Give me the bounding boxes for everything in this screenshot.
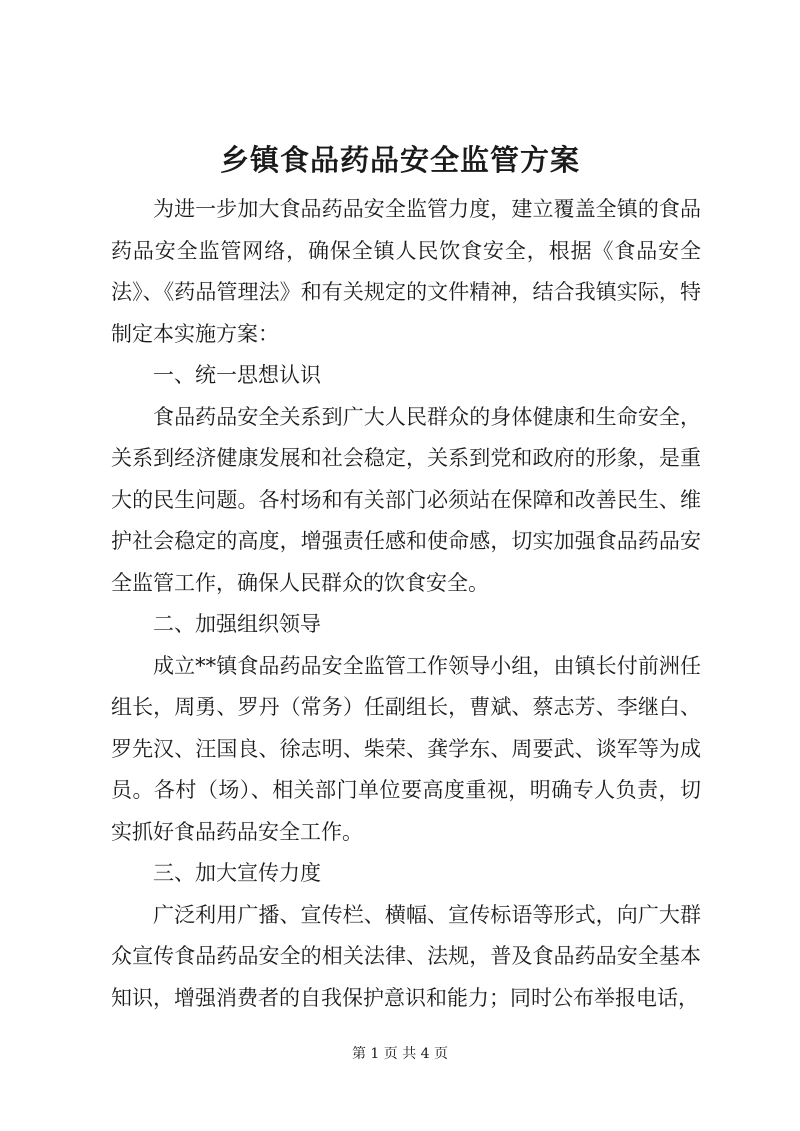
page-footer: 第 1 页 共 4 页 xyxy=(351,1046,449,1062)
section-2-paragraph: 成立**镇食品药品安全监管工作领导小组，由镇长付前洲任组长，周勇、罗丹（常务）任副组长，曹斌、蔡志芳、李继白、罗先汉、汪国良、徐志明、柴荣、龚学东、周要武、谈军等为成员。各村（场）、相关部门单位要高度重视，明确专人负责，切实抓好食品药品安全工作。 xyxy=(111,653,701,844)
document-title: 乡镇食品药品安全监管方案 xyxy=(219,143,580,177)
section-heading-1: 一、统一思想认识 xyxy=(153,363,321,387)
section-1-paragraph: 食品药品安全关系到广大人民群众的身体健康和生命安全，关系到经济健康发展和社会稳定，关系到党和政府的形象，是重大的民生问题。各村场和有关部门必须站在保障和改善民生、维护社会稳定的高度，增强责任感和使命感，切实加强食品药品安全监管工作，确保人民群众的饮食安全。 xyxy=(111,404,701,595)
section-heading-2: 二、加强组织领导 xyxy=(153,612,321,636)
intro-paragraph: 为进一步加大食品药品安全监管力度，建立覆盖全镇的食品药品安全监管网络，确保全镇人民饮食安全，根据《食品安全法》、《药品管理法》和有关规定的文件精神，结合我镇实际，特制定本实施方案： xyxy=(111,197,701,346)
section-heading-3: 三、加大宣传力度 xyxy=(153,861,321,885)
section-3-paragraph: 广泛利用广播、宣传栏、横幅、宣传标语等形式，向广大群众宣传食品药品安全的相关法律、法规，普及食品药品安全基本知识，增强消费者的自我保护意识和能力；同时公布举报电话， xyxy=(111,902,701,1010)
document-body xyxy=(111,189,701,1019)
